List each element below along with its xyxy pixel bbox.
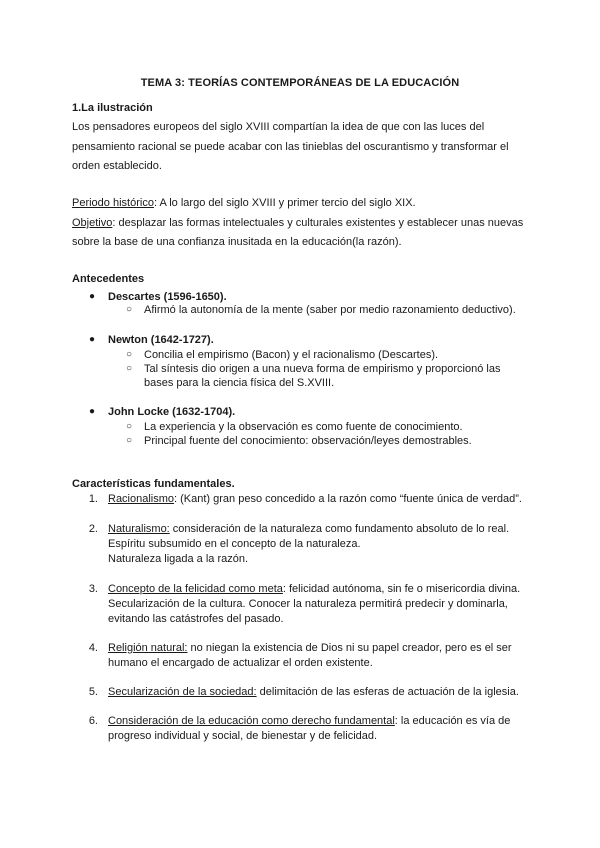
caracteristicas-heading: Características fundamentales. xyxy=(72,478,235,490)
list-number: 2. xyxy=(88,523,98,535)
caracteristica-label: Naturalismo: xyxy=(108,523,170,535)
sub-bullet-icon: ○ xyxy=(126,363,133,374)
antecedente-sub-cont: bases para la ciencia física del S.XVIII. xyxy=(144,377,335,389)
antecedente-sub: La experiencia y la observación es como fuente de conocimiento. xyxy=(144,421,463,433)
caracteristica-text: : la educación es vía de xyxy=(394,715,511,727)
caracteristica-cont: humano el encargado de actualizar el orden existente. xyxy=(108,657,373,669)
caracteristica-label: Religión natural: xyxy=(108,642,188,654)
antecedente-sub: Concilia el empirismo (Bacon) y el racionalismo (Descartes). xyxy=(144,349,439,361)
objetivo-label: Objetivo xyxy=(72,217,113,229)
intro-line: orden establecido. xyxy=(72,160,162,172)
caracteristica-text: : (Kant) gran peso concedido a la razón como “fuente única de verdad”. xyxy=(174,493,522,505)
section-heading-ilustracion: 1.La ilustración xyxy=(72,102,153,114)
sub-bullet-icon: ○ xyxy=(126,349,133,360)
caracteristica-text: consideración de la naturaleza como fundamento absoluto de lo real. xyxy=(169,523,510,535)
caracteristica-line xyxy=(108,492,522,506)
sub-bullet-icon: ○ xyxy=(126,304,133,315)
list-number: 4. xyxy=(88,642,98,654)
objetivo-line xyxy=(72,216,523,230)
antecedente-sub: Afirmó la autonomía de la mente (saber por medio razonamiento deductivo). xyxy=(144,304,516,316)
caracteristica-cont: evitando las catástrofes del pasado. xyxy=(108,613,284,625)
list-number: 1. xyxy=(88,493,98,505)
antecedente-sub: Tal síntesis dio origen a una nueva forma de empirismo y proporcionó las xyxy=(144,363,501,375)
periodo-line xyxy=(72,196,416,210)
intro-line: pensamiento racional se puede acabar con las tinieblas del oscurantismo y transformar el xyxy=(72,141,509,153)
list-number: 6. xyxy=(88,715,98,727)
caracteristica-line xyxy=(108,522,509,536)
objetivo-line-2: sobre la base de una confianza inusitada en la educación(la razón). xyxy=(72,236,402,248)
bullet-icon: ● xyxy=(89,406,96,417)
periodo-text: : A lo largo del siglo XVIII y primer tercio del siglo XIX. xyxy=(153,197,416,209)
sub-bullet-icon: ○ xyxy=(126,421,133,432)
antecedente-name: John Locke (1632-1704). xyxy=(108,406,236,418)
caracteristica-cont: Espíritu subsumido en el concepto de la naturaleza. xyxy=(108,538,361,550)
objetivo-text: : desplazar las formas intelectuales y culturales existentes y establecer unas nuevas xyxy=(112,217,524,229)
caracteristica-text: no niegan la existencia de Dios ni su papel creador, pero es el ser xyxy=(187,642,512,654)
caracteristica-line xyxy=(108,685,519,699)
caracteristica-label: Consideración de la educación como derecho fundamental xyxy=(108,715,395,727)
caracteristica-line xyxy=(108,641,512,655)
caracteristica-cont: progreso individual y social, de bienestar y de felicidad. xyxy=(108,730,378,742)
sub-bullet-icon: ○ xyxy=(126,435,133,446)
list-number: 5. xyxy=(88,686,98,698)
caracteristica-label: Racionalismo xyxy=(108,493,175,505)
caracteristica-label: Secularización de la sociedad: xyxy=(108,686,257,698)
page-title: TEMA 3: TEORÍAS CONTEMPORÁNEAS DE LA EDUCACIÓN xyxy=(140,77,460,89)
intro-line: Los pensadores europeos del siglo XVIII compartían la idea de que con las luces del xyxy=(72,121,485,133)
bullet-icon: ● xyxy=(89,291,96,302)
caracteristica-text: delimitación de las esferas de actuación de la iglesia. xyxy=(256,686,519,698)
caracteristica-label: Concepto de la felicidad como meta xyxy=(108,583,283,595)
caracteristica-line xyxy=(108,714,510,728)
antecedente-sub: Principal fuente del conocimiento: observación/leyes demostrables. xyxy=(144,435,472,447)
caracteristica-cont: Naturaleza ligada a la razón. xyxy=(108,553,249,565)
bullet-icon: ● xyxy=(89,334,96,345)
caracteristica-line xyxy=(108,582,520,596)
caracteristica-text: : felicidad autónoma, sin fe o misericordia divina. xyxy=(282,583,521,595)
antecedentes-heading: Antecedentes xyxy=(72,273,145,285)
antecedente-name: Descartes (1596-1650). xyxy=(108,291,227,303)
antecedente-name: Newton (1642-1727). xyxy=(108,334,214,346)
caracteristica-cont: Secularización de la cultura. Conocer la naturaleza permitirá predecir y dominarla, xyxy=(108,598,508,610)
periodo-label: Periodo histórico xyxy=(72,197,154,209)
list-number: 3. xyxy=(88,583,98,595)
